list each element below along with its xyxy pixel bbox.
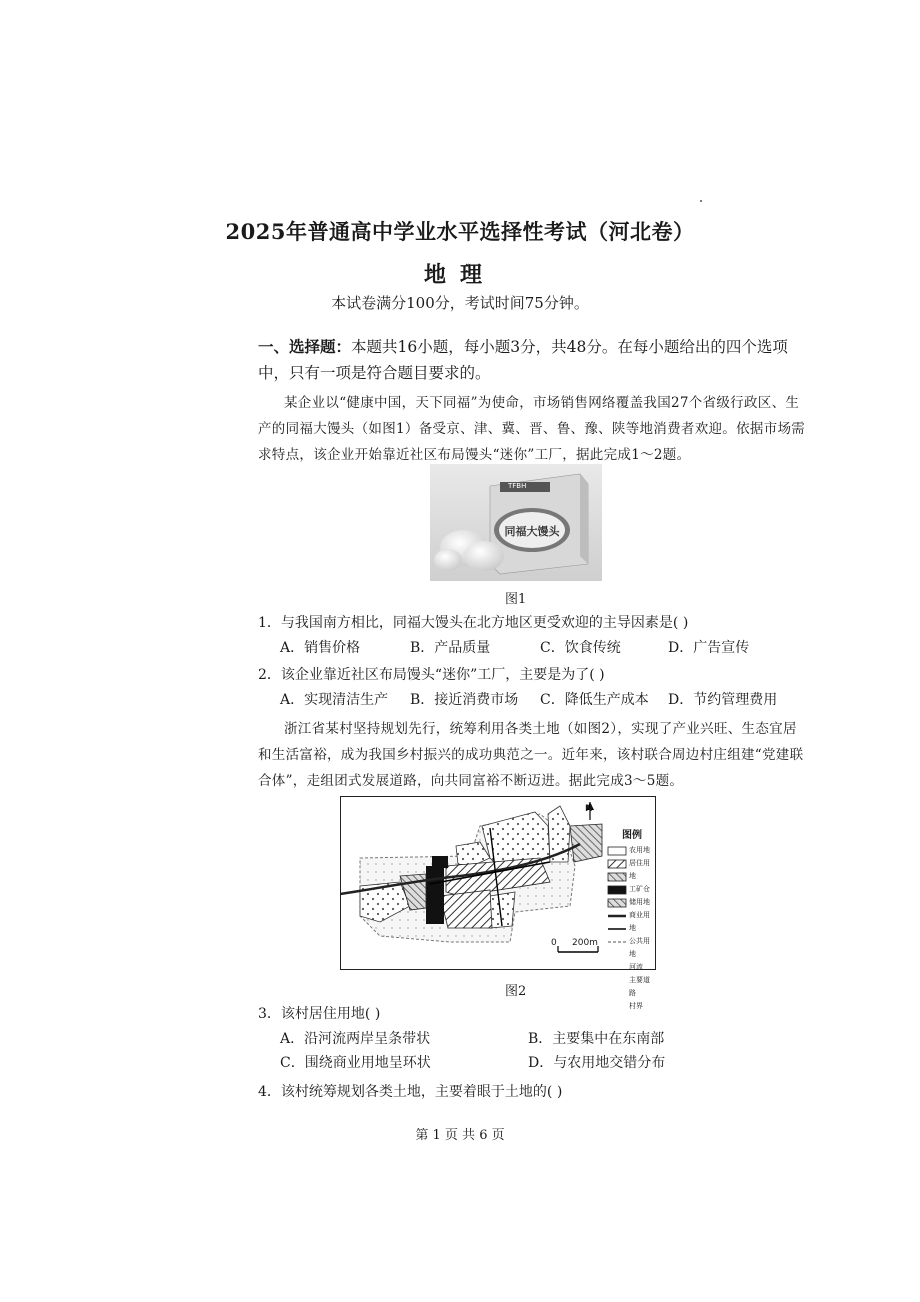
passage-2-line: 浙江省某村坚持规划先行，统筹利用各类土地（如图2），实现了产业兴旺、生态宜居 [284, 721, 797, 737]
legend-item: 主要道路 [629, 976, 650, 997]
passage-1-line: 求特点，该企业开始靠近社区布局馒头“迷你”工厂，据此完成1～2题。 [258, 447, 691, 463]
section-instruction-2: 中，只有一项是符合题目要求的。 [258, 364, 491, 382]
passage-2-line: 合体”，走组团式发展道路，向共同富裕不断迈进。据此完成3～5题。 [258, 773, 684, 789]
q1-option-b: B．产品质量 [410, 640, 491, 656]
q2-option-b: B．接近消费市场 [410, 692, 519, 708]
q3-option-d: D．与农用地交错分布 [528, 1055, 666, 1071]
section-heading: 一、选择题： [258, 337, 352, 356]
section-instruction-1: 本题共16小题，每小题3分，共48分。在每小题给出的四个选项 [351, 338, 788, 356]
legend-item: 工矿仓储用地 [629, 885, 650, 906]
brand-tag: TFBH [508, 482, 527, 490]
figure-1-photo [430, 464, 602, 581]
legend-item: 河流 [629, 963, 643, 971]
scan-speck [700, 200, 702, 202]
q3-option-c: C．围绕商业用地呈环状 [280, 1055, 431, 1071]
exam-info: 本试卷满分100分，考试时间75分钟。 [331, 294, 589, 312]
passage-1-line: 产的同福大馒头（如图1）备受京、津、冀、晋、鲁、豫、陕等地消费者欢迎。依据市场需 [258, 421, 806, 437]
figure-1-caption: 图1 [505, 592, 527, 607]
passage-1 [258, 390, 806, 468]
legend-item: 居住用地 [629, 859, 650, 880]
scale-label: 200m [572, 938, 598, 948]
question-1-stem: 1．与我国南方相比，同福大馒头在北方地区更受欢迎的主导因素是( ) [258, 615, 689, 631]
q3-option-b: B．主要集中在东南部 [528, 1031, 665, 1047]
q3-option-a: A．沿河流两岸呈条带状 [280, 1031, 431, 1047]
section-instructions [258, 334, 798, 386]
q1-option-c: C．饮食传统 [540, 640, 621, 656]
legend-item: 公共用地 [629, 937, 650, 958]
north-label: N [585, 804, 593, 814]
q1-option-d: D．广告宣传 [668, 640, 750, 656]
land-use-map [340, 796, 656, 970]
legend-item: 农用地 [629, 846, 650, 854]
subject-title: 地理 [423, 262, 496, 288]
q2-option-d: D．节约管理费用 [668, 692, 778, 708]
page-number: 第 1 页 共 6 页 [415, 1128, 505, 1143]
legend-item: 商业用地 [629, 911, 650, 932]
q2-option-c: C．降低生产成本 [540, 692, 649, 708]
exam-title: 2025年普通高中学业水平选择性考试（河北卷） [225, 219, 695, 244]
legend-labels [629, 844, 656, 1013]
q1-option-a: A．销售价格 [280, 640, 361, 656]
figure-2-caption: 图2 [505, 984, 527, 999]
legend-item: 村界 [629, 1002, 643, 1010]
legend-title: 图例 [622, 830, 642, 841]
passage-1-line: 某企业以“健康中国，天下同福”为使命，市场销售网络覆盖我国27个省级行政区、生 [284, 395, 800, 411]
question-4-stem: 4．该村统筹规划各类土地，主要着眼于土地的( ) [258, 1084, 563, 1100]
question-3-stem: 3．该村居住用地( ) [258, 1006, 381, 1022]
product-label: 同福大馒头 [504, 525, 560, 538]
passage-2-line: 和生活富裕，成为我国乡村振兴的成功典范之一。近年来，该村联合周边村庄组建“党建联 [258, 747, 804, 763]
q2-option-a: A．实现清洁生产 [280, 692, 389, 708]
question-2-stem: 2．该企业靠近社区布局馒头“迷你”工厂，主要是为了( ) [258, 667, 605, 683]
passage-2 [258, 716, 806, 794]
scale-zero: 0 [551, 938, 557, 948]
